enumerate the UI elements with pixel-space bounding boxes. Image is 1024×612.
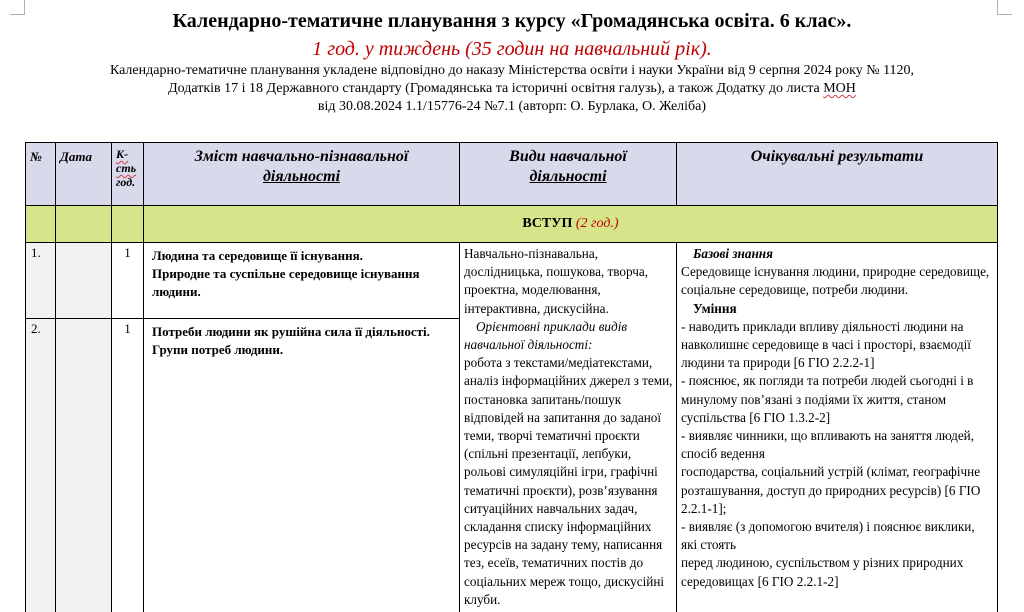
row-date bbox=[56, 319, 112, 612]
section-empty-cell bbox=[112, 206, 144, 243]
activity-examples-heading: Орієнтовні приклади видів навчальної діяльності: bbox=[464, 318, 628, 353]
section-row bbox=[26, 206, 998, 243]
table-header-row bbox=[26, 143, 998, 206]
section-hours: (2 год.) bbox=[575, 216, 619, 231]
table-row bbox=[26, 243, 998, 319]
planning-table bbox=[25, 142, 998, 612]
header-num: № bbox=[26, 143, 56, 206]
section-title: ВСТУП (2 год.) bbox=[144, 206, 998, 243]
results-skills-heading: Уміння bbox=[693, 300, 737, 316]
row-date bbox=[56, 243, 112, 319]
results-knowledge-heading: Базові знання bbox=[693, 246, 773, 261]
document-intro bbox=[40, 62, 984, 116]
document-title: Календарно-тематичне планування з курсу «Громадянська освіта. 6 клас». bbox=[172, 10, 852, 32]
header-date: Дата bbox=[56, 143, 112, 206]
row-number: 2. bbox=[26, 319, 56, 612]
intro-line: від 30.08.2024 1.1/15776-24 №7.1 (авторп: О. Бурлака, О. Желіба) bbox=[317, 99, 707, 114]
section-empty-cell bbox=[26, 206, 56, 243]
activity-cell: Навчально-пізнавальна, дослідницька, пошукова, творча, проектна, моделювання, інтерактивна, дискусійна. Орієнтовні приклади видів навчальної діяльності: робота з текстами/медіатекстами, аналіз інформаційних джерел з теми, постановка запитань/пошук відповідей на запитання до заданої теми, творчі тематичні проєкти (спільні презентації, лепбуки, рольові симуляційні ігри, графічні тематичні проєкти), розв’язування ситуаційних навчальних задач, складання списку інформаційних ресурсів на задану тему, написання тез, есеїв, тематичних постів до соціальних мереж тощо, дискусійні клуби. bbox=[460, 243, 677, 612]
header-content: Зміст навчально-пізнавальної діяльності bbox=[144, 143, 460, 206]
intro-line: Додатків 17 і 18 Державного стандарту (Громадянська та історичні освітня галузь), а також Додатку до листа МОН bbox=[168, 81, 856, 96]
row-topic: Потреби людини як рушійна сила її діяльності. Групи потреб людини. bbox=[144, 319, 460, 612]
row-hours: 1 bbox=[112, 319, 144, 612]
document-subtitle: 1 год. у тиждень (35 годин на навчальний рік). bbox=[312, 38, 712, 60]
row-topic: Людина та середовище її існування. Природне та суспільне середовище існування людини. bbox=[144, 243, 460, 319]
results-cell: Базові знання Середовище існування людини, природне середовище, соціальне середовище, потреби людини. Уміння - наводить приклади впливу діяльності людини на навколишнє середовище в часі і просторі, взаємодії людини та природи [6 ГІО 2.2.2-1] - пояснює, як погляди та потреби людей сьогодні і в минулому пов’язані з подіями їх життя, станом суспільства [6 ГІО 1.3.2-2] - виявляє чинники, що впливають на заняття людей, спосіб ведення господарства, соціальний устрій (клімат, географічне розташування, доступ до природних ресурсів) [6 ГІО 2.2.1-1]; - виявляє (з допомогою вчителя) і пояснює виклики, які стоять перед людиною, суспільством у різних природних середовищах [6 ГІО 2.2.1-2] bbox=[677, 243, 998, 612]
header-activity: Види навчальної діяльності bbox=[460, 143, 677, 206]
header-results: Очікувальні результати bbox=[677, 143, 998, 206]
row-hours: 1 bbox=[112, 243, 144, 319]
section-empty-cell bbox=[56, 206, 112, 243]
header-hours: К- сть год. bbox=[112, 143, 144, 206]
intro-line: Календарно-тематичне планування укладене відповідно до наказу Міністерства освіти і науки України від 9 серпня 2024 року № 1120, bbox=[109, 63, 915, 78]
row-number: 1. bbox=[26, 243, 56, 319]
